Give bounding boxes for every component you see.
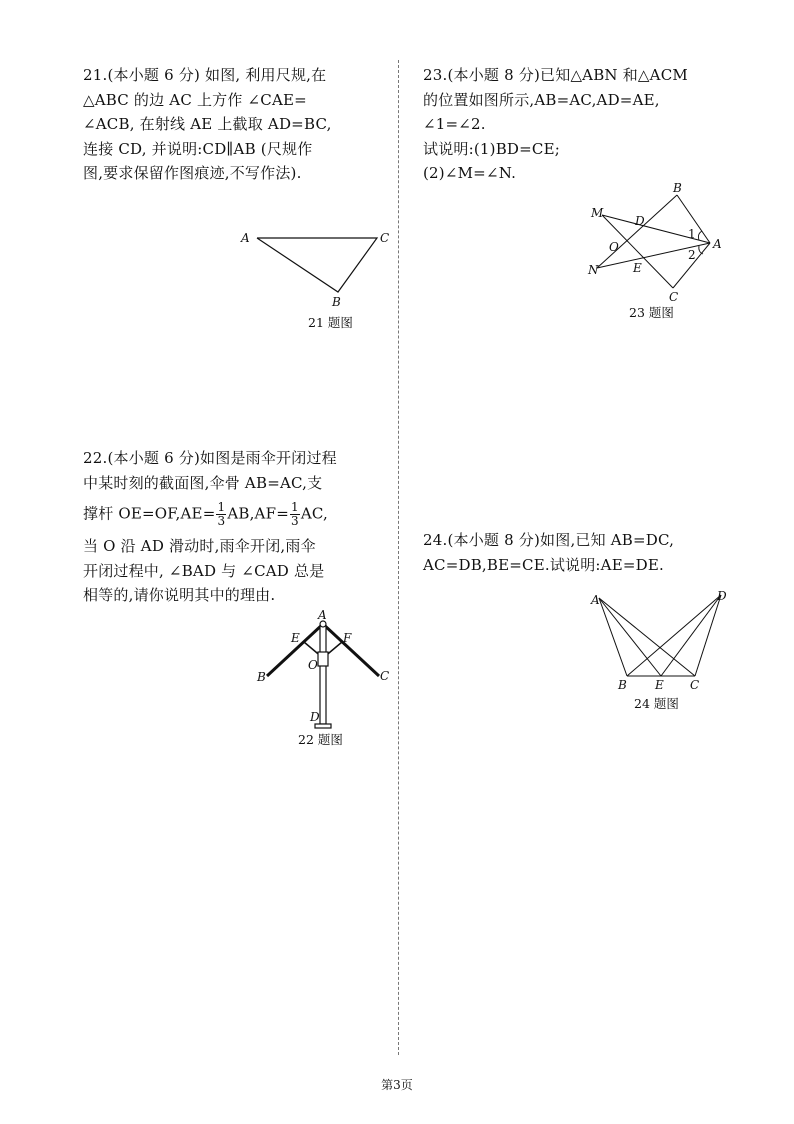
q22-line-4: 当 O 沿 AD 滑动时,雨伞开闭,雨伞 [83, 537, 316, 555]
label-E: E [291, 631, 300, 645]
q23-line-4: 试说明:(1)BD=CE; [423, 139, 560, 158]
q21-line-4: 连接 CD, 并说明:CD∥AB (尺规作 [83, 139, 313, 158]
label-M: M [591, 206, 604, 220]
segment-dc [695, 595, 721, 676]
segment-db [627, 595, 721, 676]
label-angle-1: 1 [688, 227, 696, 241]
handle-d [315, 724, 331, 728]
q22-line-3-mid: AB,AF= [227, 504, 289, 523]
figure-21 [230, 225, 400, 335]
shaft-ad [320, 626, 326, 724]
figure-23 [585, 180, 745, 320]
label-F: F [343, 631, 352, 645]
q22-line-3 [83, 501, 337, 528]
fraction-one-third-b: $\frac{1}{3}$ [290, 500, 299, 528]
label-O: O [308, 658, 318, 672]
triangle-abc [257, 238, 377, 292]
question-22 [83, 446, 337, 608]
q22-line-1: 22.(本小题 6 分)如图是雨伞开闭过程 [83, 449, 337, 467]
q21-line-1: 21.(本小题 6 分) 如图, 利用尺规,在 [83, 66, 327, 84]
question-21 [83, 63, 332, 186]
q23-line-5: (2)∠M=∠N. [423, 164, 517, 182]
q24-line-1: 24.(本小题 8 分)如图,已知 AB=DC, [423, 531, 675, 549]
q22-line-3-prefix: 撑杆 OE=OF,AE= [83, 504, 216, 523]
label-E: E [633, 261, 642, 275]
label-B: B [673, 181, 682, 195]
segment-de [661, 595, 721, 676]
caption-22: 22 题图 [298, 732, 343, 747]
angle-1-arc [698, 231, 702, 240]
fraction-one-third-a: $\frac{1}{3}$ [217, 500, 226, 528]
question-24 [423, 528, 674, 577]
label-A: A [318, 608, 327, 622]
label-B: B [332, 295, 341, 309]
caption-24: 24 题图 [634, 696, 679, 711]
label-C: C [380, 669, 390, 683]
label-A: A [591, 593, 600, 607]
label-B: B [618, 678, 627, 692]
q21-line-3: ∠ACB, 在射线 AE 上截取 AD=BC, [83, 115, 332, 133]
q23-line-1: 23.(本小题 8 分)已知△ABN 和△ACM [423, 66, 688, 84]
label-C: C [669, 290, 679, 304]
label-C: C [690, 678, 700, 692]
column-divider [398, 60, 399, 1055]
label-A: A [713, 237, 722, 251]
figure-24 [588, 588, 738, 718]
figure-22 [250, 608, 400, 753]
q21-line-2: △ABC 的边 AC 上方作 ∠CAE= [83, 90, 307, 109]
label-O: O [609, 240, 619, 254]
q22-line-6: 相等的,请你说明其中的理由. [83, 586, 276, 604]
q21-line-5: 图,要求保留作图痕迹,不写作法). [83, 164, 302, 182]
q24-line-2: AC=DB,BE=CE.试说明:AE=DE. [423, 555, 664, 574]
label-D: D [717, 589, 727, 603]
q22-line-3-suffix: AC, [300, 504, 328, 523]
caption-23: 23 题图 [629, 305, 674, 320]
label-C: C [380, 231, 390, 245]
label-E: E [655, 678, 664, 692]
label-A: A [241, 231, 250, 245]
slider-o [318, 652, 328, 666]
label-D: D [635, 214, 645, 228]
q22-line-5: 开闭过程中, ∠BAD 与 ∠CAD 总是 [83, 561, 325, 580]
q23-line-3: ∠1=∠2. [423, 115, 486, 133]
page-number: 第3页 [381, 1078, 413, 1092]
caption-21: 21 题图 [308, 315, 353, 330]
question-23 [423, 63, 688, 186]
label-D: D [310, 710, 320, 724]
label-N: N [588, 263, 599, 277]
label-angle-2: 2 [688, 248, 696, 262]
label-B: B [257, 670, 266, 684]
q22-line-2: 中某时刻的截面图,伞骨 AB=AC,支 [83, 473, 323, 492]
segment-ae [599, 598, 661, 676]
q23-line-2: 的位置如图所示,AB=AC,AD=AE, [423, 90, 660, 109]
